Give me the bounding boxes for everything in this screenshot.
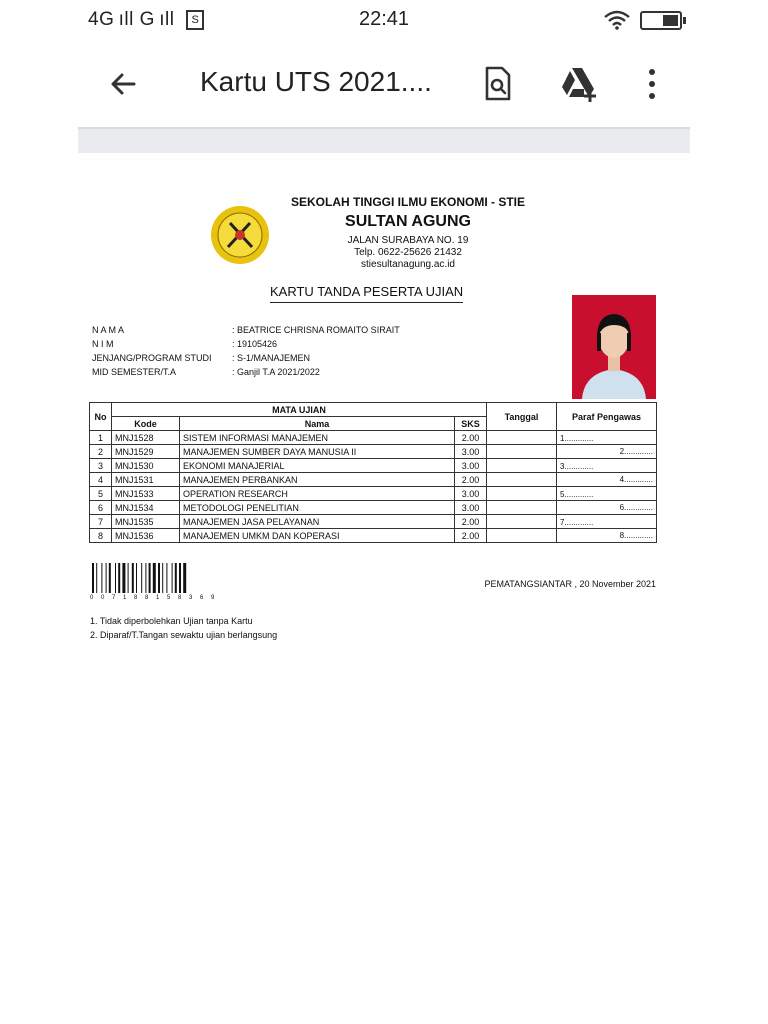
info-value: : BEATRICE CHRISNA ROMAITO SIRAIT [232,325,400,335]
wifi-icon [604,10,630,30]
barcode-bar [106,563,107,593]
table-row [90,459,657,473]
paraf-left: 5............. [560,489,594,499]
row-tanggal [487,515,557,529]
barcode-bar [149,563,151,593]
school-phone: Telp. 0622-25626 21432 [354,247,462,258]
exam-table [89,402,657,543]
info-label: JENJANG/PROGRAM STUDI [92,353,212,363]
row-sks: 2.00 [455,529,487,543]
barcode-bar [141,563,142,593]
info-row-program [92,351,400,365]
row-no: 8 [90,529,112,543]
barcode-bar [179,563,181,593]
barcode-bar [153,563,156,593]
barcode-bar [128,563,129,593]
row-paraf [557,459,657,473]
header-sks: SKS [455,417,487,431]
barcode-bar [172,563,173,593]
row-sks: 2.00 [455,515,487,529]
barcode-bar [132,563,134,593]
row-nama: MANAJEMEN JASA PELAYANAN [180,515,455,529]
row-tanggal [487,529,557,543]
header-nama: Nama [180,417,455,431]
row-paraf [557,473,657,487]
row-no: 7 [90,515,112,529]
row-sks: 3.00 [455,487,487,501]
toolbar-divider [78,127,690,155]
app-bar [0,44,768,124]
note-item: 1. Tidak diperbolehkan Ujian tanpa Kartu [90,616,253,626]
school-website: stiesultanagung.ac.id [361,259,455,270]
paraf-right: 8............. [619,531,653,540]
row-kode: MNJ1536 [112,529,180,543]
row-tanggal [487,473,557,487]
barcode-bar [162,563,163,593]
row-tanggal [487,445,557,459]
row-paraf [557,431,657,445]
barcode-number: 0 0 7 1 8 8 1 5 8 3 6 9 [90,595,218,601]
row-sks: 2.00 [455,473,487,487]
info-value: : 19105426 [232,339,278,349]
barcode-bar [175,563,177,593]
barcode-bar [145,563,146,593]
row-nama: METODOLOGI PENELITIAN [180,501,455,515]
header-paraf: Paraf Pengawas [557,403,657,431]
row-paraf [557,445,657,459]
card-title: KARTU TANDA PESERTA UJIAN [270,284,463,303]
place-date: PEMATANGSIANTAR , 20 November 2021 [484,579,656,589]
sim-icon: S [186,10,204,30]
info-value: : S-1/MANAJEMEN [232,353,311,363]
row-sks: 3.00 [455,445,487,459]
row-nama: OPERATION RESEARCH [180,487,455,501]
row-paraf [557,515,657,529]
barcode-bar [158,563,160,593]
barcode-bar [118,563,120,593]
row-kode: MNJ1530 [112,459,180,473]
school-line1: SEKOLAH TINGGI ILMU EKONOMI - STIE [291,195,525,209]
exam-table-body [90,431,657,543]
add-to-drive-icon[interactable] [556,62,600,106]
clock: 22:41 [358,8,410,30]
barcode-bar [183,563,186,593]
row-tanggal [487,459,557,473]
table-row [90,445,657,459]
header-kode: Kode [112,417,180,431]
row-nama: MANAJEMEN PERBANKAN [180,473,455,487]
student-photo [572,295,656,399]
header-mata-ujian: MATA UJIAN [112,403,487,417]
row-tanggal [487,501,557,515]
barcode-bar [122,563,125,593]
header-no: No [90,403,112,431]
paraf-left: 3............. [560,461,594,471]
status-bar [0,0,768,40]
row-kode: MNJ1533 [112,487,180,501]
document-page[interactable] [78,153,690,1024]
table-row [90,431,657,445]
table-row [90,529,657,543]
row-paraf [557,501,657,515]
school-name: SULTAN AGUNG [345,213,471,230]
paraf-right: 6............. [619,503,653,512]
info-row-name [92,323,400,337]
row-nama: MANAJEMEN SUMBER DAYA MANUSIA II [180,445,455,459]
row-no: 5 [90,487,112,501]
paraf-right: 4............. [619,475,653,484]
status-icons [604,10,682,30]
table-row [90,473,657,487]
document-title: Kartu UTS 2021.... [200,66,432,97]
row-tanggal [487,487,557,501]
row-nama: EKONOMI MANAJERIAL [180,459,455,473]
note-item: 2. Diparaf/T.Tangan sewaktu ujian berlangsung [90,630,278,640]
table-row [90,501,657,515]
row-no: 2 [90,445,112,459]
row-no: 3 [90,459,112,473]
table-row [90,487,657,501]
row-sks: 3.00 [455,459,487,473]
row-kode: MNJ1529 [112,445,180,459]
school-logo [210,205,270,265]
school-header [268,195,548,270]
info-label: MID SEMESTER/T.A [92,367,177,377]
row-tanggal [487,431,557,445]
paraf-right: 2............. [619,447,653,456]
paraf-left: 1............. [560,433,594,443]
barcode-bar [101,563,102,593]
row-sks: 3.00 [455,501,487,515]
barcode-bar [92,563,94,593]
school-address: JALAN SURABAYA NO. 19 [347,235,469,246]
student-info [92,323,400,379]
back-arrow-icon[interactable] [104,64,144,104]
more-options-icon[interactable] [630,62,674,106]
notes [90,614,277,642]
info-row-nim [92,337,400,351]
row-no: 6 [90,501,112,515]
row-nama: SISTEM INFORMASI MANAJEMEN [180,431,455,445]
row-sks: 2.00 [455,431,487,445]
battery-icon [640,11,682,30]
find-in-page-icon[interactable] [476,62,520,106]
row-kode: MNJ1528 [112,431,180,445]
info-value: : Ganjil T.A 2021/2022 [232,367,320,377]
barcode-bar [115,563,116,593]
row-kode: MNJ1534 [112,501,180,515]
network-text: 4G ıll G ıll [88,9,175,30]
row-kode: MNJ1535 [112,515,180,529]
row-paraf [557,529,657,543]
info-label: N I M [92,339,114,349]
row-kode: MNJ1531 [112,473,180,487]
row-no: 4 [90,473,112,487]
row-no: 1 [90,431,112,445]
barcode-bar [109,563,111,593]
paraf-left: 7............. [560,517,594,527]
info-label: N A M A [92,325,125,335]
info-row-semester [92,365,400,379]
barcode-bar [166,563,167,593]
table-row [90,515,657,529]
barcode-bar [136,563,137,593]
row-nama: MANAJEMEN UMKM DAN KOPERASI [180,529,455,543]
barcode-bar [96,563,97,593]
header-tanggal: Tanggal [487,403,557,431]
row-paraf [557,487,657,501]
